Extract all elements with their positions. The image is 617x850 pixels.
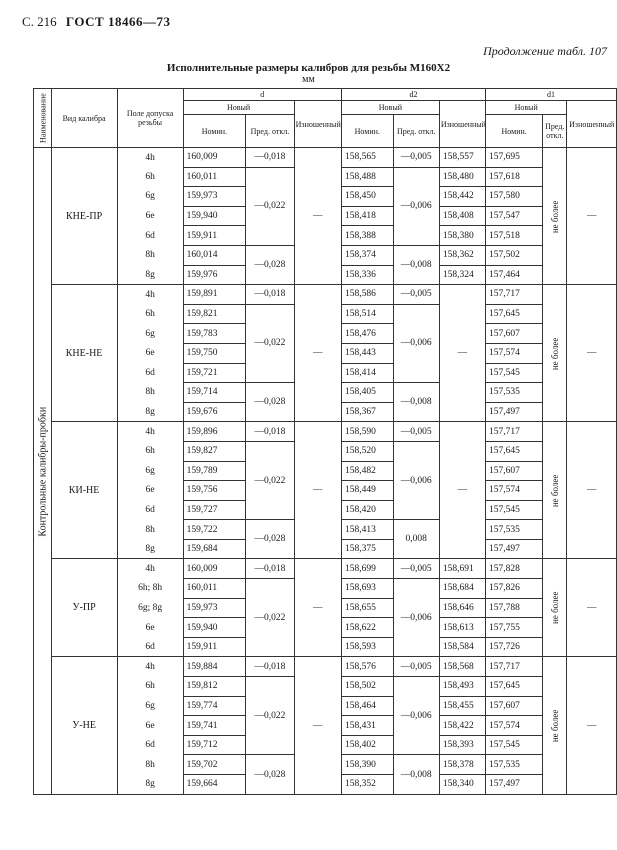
d2-nominal-cell: 158,374 [341,245,393,265]
tolerance-cell: 8h [117,755,183,775]
d-nominal-cell: 159,741 [183,716,246,736]
d1-nominal-cell: 157,497 [486,775,543,795]
d1-worn-cell: — [567,422,617,559]
d-nominal-cell: 159,684 [183,539,246,559]
standard-number: ГОСТ 18466—73 [65,14,171,29]
gauge-type-cell: КИ-НЕ [51,422,117,559]
d2-nominal-cell: 158,593 [341,637,393,657]
d1-nominal-cell: 157,574 [486,716,543,736]
d-nominal-cell: 160,009 [183,148,246,168]
d-deviation-cell: —0,018 [246,148,294,168]
d2-nominal-cell: 158,443 [341,343,393,363]
tolerance-cell: 6d [117,363,183,383]
d2-worn-cell: 158,691 [439,559,485,579]
table-continuation-label: Продолжение табл. 107 [483,44,607,58]
tolerance-cell: 4h [117,657,183,677]
d2-nominal-cell: 158,336 [341,265,393,285]
d-nominal-cell: 159,911 [183,637,246,657]
d1-nominal-cell: 157,726 [486,637,543,657]
d2-nominal-cell: 158,693 [341,579,393,599]
d-deviation-cell: —0,028 [246,520,294,559]
d1-nominal-cell: 157,788 [486,598,543,618]
tolerance-cell: 6e [117,618,183,638]
d2-worn-cell: 158,408 [439,206,485,226]
tolerance-cell: 6g; 8g [117,598,183,618]
d1-nominal-cell: 157,828 [486,559,543,579]
d-nominal-cell: 159,727 [183,500,246,520]
dimensions-table [33,88,617,795]
d2-deviation-cell: —0,006 [393,167,439,245]
header-d1-nominal: Номин. [486,115,543,148]
table-row [34,422,617,442]
header-d1: d1 [486,89,617,101]
d2-nominal-cell: 158,420 [341,500,393,520]
d1-nominal-cell: 157,755 [486,618,543,638]
gauge-type-cell: КНЕ-ПР [51,148,117,285]
d2-worn-cell: 158,455 [439,696,485,716]
d2-deviation-cell: —0,005 [393,422,439,442]
d2-nominal-cell: 158,367 [341,402,393,422]
d-worn-cell: — [294,285,341,422]
d1-deviation-cell: не более [543,422,567,559]
tolerance-cell: 8h [117,383,183,403]
d1-worn-cell: — [567,285,617,422]
d2-worn-cell: 158,568 [439,657,485,677]
d-nominal-cell: 159,774 [183,696,246,716]
page-header [22,14,170,30]
d1-nominal-cell: 157,518 [486,226,543,246]
tolerance-cell: 4h [117,422,183,442]
d2-worn-cell: 158,646 [439,598,485,618]
d2-worn-cell: 158,422 [439,716,485,736]
d-worn-cell: — [294,422,341,559]
d2-nominal-cell: 158,352 [341,775,393,795]
d-nominal-cell: 159,750 [183,343,246,363]
d1-nominal-cell: 157,580 [486,187,543,207]
header-d: d [183,89,341,101]
tolerance-cell: 6e [117,206,183,226]
tolerance-cell: 6h [117,441,183,461]
gauge-type-cell: КНЕ-НЕ [51,285,117,422]
header-d1-new: Новый [486,101,567,115]
d2-deviation-cell: —0,005 [393,148,439,168]
d2-deviation-cell: 0,008 [393,520,439,559]
d1-worn-cell: — [567,559,617,657]
d2-worn-cell: 158,613 [439,618,485,638]
d1-nominal-cell: 157,535 [486,383,543,403]
d2-worn-cell: 158,324 [439,265,485,285]
header-d2-nominal: Номин. [341,115,393,148]
d-deviation-cell: —0,018 [246,422,294,442]
d-nominal-cell: 159,664 [183,775,246,795]
d1-nominal-cell: 157,717 [486,285,543,305]
tolerance-cell: 4h [117,148,183,168]
d-nominal-cell: 160,011 [183,579,246,599]
d1-worn-cell: — [567,148,617,285]
tolerance-cell: 6e [117,343,183,363]
d2-nominal-cell: 158,450 [341,187,393,207]
d-deviation-cell: —0,022 [246,579,294,657]
d2-deviation-cell: —0,008 [393,383,439,422]
d-nominal-cell: 159,783 [183,324,246,344]
table-row [34,285,617,305]
d1-nominal-cell: 157,497 [486,402,543,422]
d2-nominal-cell: 158,449 [341,481,393,501]
unit-label: мм [302,74,315,85]
d1-nominal-cell: 157,535 [486,755,543,775]
d-deviation-cell: —0,028 [246,245,294,284]
d1-nominal-cell: 157,574 [486,481,543,501]
table-row [34,148,617,168]
d2-nominal-cell: 158,405 [341,383,393,403]
header-d-nominal: Номин. [183,115,246,148]
tolerance-cell: 8h [117,245,183,265]
header-gauge-type: Вид калибра [51,89,117,148]
d-nominal-cell: 159,676 [183,402,246,422]
d2-nominal-cell: 158,514 [341,304,393,324]
d-nominal-cell: 159,712 [183,735,246,755]
d-deviation-cell: —0,022 [246,677,294,755]
tolerance-cell: 6d [117,637,183,657]
d-nominal-cell: 159,973 [183,187,246,207]
d-worn-cell: — [294,559,341,657]
d2-nominal-cell: 158,576 [341,657,393,677]
d-nominal-cell: 159,789 [183,461,246,481]
d-nominal-cell: 160,014 [183,245,246,265]
d-nominal-cell: 159,722 [183,520,246,540]
d2-nominal-cell: 158,476 [341,324,393,344]
d1-nominal-cell: 157,497 [486,539,543,559]
d2-nominal-cell: 158,586 [341,285,393,305]
tolerance-cell: 6h [117,677,183,697]
d2-worn-cell: 158,340 [439,775,485,795]
header-tolerance: Поле допуска резьбы [117,89,183,148]
gauge-type-cell: У-НЕ [51,657,117,794]
d1-deviation-cell: не более [543,559,567,657]
d2-nominal-cell: 158,390 [341,755,393,775]
tolerance-cell: 6h; 8h [117,579,183,599]
tolerance-cell: 6g [117,324,183,344]
d-nominal-cell: 160,011 [183,167,246,187]
d-worn-cell: — [294,148,341,285]
d2-nominal-cell: 158,418 [341,206,393,226]
d-deviation-cell: —0,022 [246,167,294,245]
d2-worn-cell: — [439,285,485,422]
d1-nominal-cell: 157,574 [486,343,543,363]
d-nominal-cell: 159,896 [183,422,246,442]
d2-worn-cell: 158,378 [439,755,485,775]
tolerance-cell: 6h [117,167,183,187]
d2-deviation-cell: —0,005 [393,657,439,677]
tolerance-cell: 6g [117,696,183,716]
d-deviation-cell: —0,018 [246,559,294,579]
d2-worn-cell: 158,584 [439,637,485,657]
table-body [34,148,617,795]
d-nominal-cell: 159,756 [183,481,246,501]
d-nominal-cell: 159,721 [183,363,246,383]
d1-nominal-cell: 157,464 [486,265,543,285]
d2-deviation-cell: —0,006 [393,304,439,382]
page-number: С. 216 [22,14,57,29]
d2-nominal-cell: 158,414 [341,363,393,383]
header-d1-deviation: Пред. откл. [543,115,567,148]
d-nominal-cell: 159,911 [183,226,246,246]
header-d-new: Новый [183,101,294,115]
d-nominal-cell: 159,940 [183,206,246,226]
d1-nominal-cell: 157,645 [486,677,543,697]
d-deviation-cell: —0,028 [246,755,294,794]
d2-nominal-cell: 158,464 [341,696,393,716]
d1-deviation-cell: не более [543,285,567,422]
tolerance-cell: 6g [117,187,183,207]
d-nominal-cell: 159,940 [183,618,246,638]
d2-deviation-cell: —0,006 [393,677,439,755]
d-nominal-cell: 159,812 [183,677,246,697]
d2-nominal-cell: 158,502 [341,677,393,697]
tolerance-cell: 8g [117,265,183,285]
d2-nominal-cell: 158,375 [341,539,393,559]
d1-nominal-cell: 157,695 [486,148,543,168]
header-d2-deviation: Пред. откл. [393,115,439,148]
tolerance-cell: 6e [117,716,183,736]
table-title: Исполнительные размеры калибров для резьбы М160Х2 [166,62,451,74]
header-name: Наименование [34,89,52,148]
d2-deviation-cell: —0,005 [393,559,439,579]
d2-deviation-cell: —0,005 [393,285,439,305]
d1-nominal-cell: 157,535 [486,520,543,540]
d2-nominal-cell: 158,590 [341,422,393,442]
d2-nominal-cell: 158,488 [341,167,393,187]
tolerance-cell: 8h [117,520,183,540]
d1-nominal-cell: 157,607 [486,324,543,344]
d-deviation-cell: —0,028 [246,383,294,422]
d1-nominal-cell: 157,502 [486,245,543,265]
d1-nominal-cell: 157,717 [486,657,543,677]
d-deviation-cell: —0,018 [246,285,294,305]
d2-nominal-cell: 158,413 [341,520,393,540]
d2-nominal-cell: 158,655 [341,598,393,618]
tolerance-cell: 8g [117,402,183,422]
d2-worn-cell: 158,393 [439,735,485,755]
d2-worn-cell: 158,557 [439,148,485,168]
d2-worn-cell: 158,442 [439,187,485,207]
d1-nominal-cell: 157,826 [486,579,543,599]
d2-worn-cell: 158,480 [439,167,485,187]
d2-worn-cell: 158,362 [439,245,485,265]
d2-nominal-cell: 158,402 [341,735,393,755]
header-d-deviation: Пред. откл. [246,115,294,148]
d2-nominal-cell: 158,622 [341,618,393,638]
header-d1-worn: Изношенный [567,101,617,148]
header-d2-worn: Изношенный [439,101,485,148]
tolerance-cell: 4h [117,285,183,305]
d-nominal-cell: 159,821 [183,304,246,324]
tolerance-cell: 8g [117,775,183,795]
gauge-type-cell: У-ПР [51,559,117,657]
d-nominal-cell: 159,973 [183,598,246,618]
d1-nominal-cell: 157,717 [486,422,543,442]
d-deviation-cell: —0,018 [246,657,294,677]
d-nominal-cell: 159,884 [183,657,246,677]
table-row [34,657,617,677]
tolerance-cell: 6g [117,461,183,481]
d1-nominal-cell: 157,545 [486,363,543,383]
tolerance-cell: 6d [117,226,183,246]
d1-nominal-cell: 157,547 [486,206,543,226]
d1-nominal-cell: 157,645 [486,441,543,461]
d-nominal-cell: 160,009 [183,559,246,579]
d2-nominal-cell: 158,520 [341,441,393,461]
header-d2-new: Новый [341,101,439,115]
tolerance-cell: 4h [117,559,183,579]
d2-deviation-cell: —0,008 [393,245,439,284]
d-deviation-cell: —0,022 [246,304,294,382]
header-d-worn: Изношенный [294,101,341,148]
d2-nominal-cell: 158,482 [341,461,393,481]
d1-nominal-cell: 157,545 [486,735,543,755]
tolerance-cell: 6h [117,304,183,324]
tolerance-cell: 8g [117,539,183,559]
d-nominal-cell: 159,714 [183,383,246,403]
tolerance-cell: 6d [117,500,183,520]
header-d2: d2 [341,89,485,101]
d-nominal-cell: 159,827 [183,441,246,461]
d2-deviation-cell: —0,006 [393,579,439,657]
d-nominal-cell: 159,891 [183,285,246,305]
d2-worn-cell: 158,493 [439,677,485,697]
d-deviation-cell: —0,022 [246,441,294,519]
d1-deviation-cell: не более [543,148,567,285]
d1-nominal-cell: 157,618 [486,167,543,187]
d2-deviation-cell: —0,008 [393,755,439,794]
d2-nominal-cell: 158,565 [341,148,393,168]
d2-nominal-cell: 158,431 [341,716,393,736]
d2-worn-cell: — [439,422,485,559]
d1-nominal-cell: 157,607 [486,696,543,716]
d-nominal-cell: 159,702 [183,755,246,775]
d1-nominal-cell: 157,645 [486,304,543,324]
d2-worn-cell: 158,380 [439,226,485,246]
d1-deviation-cell: не более [543,657,567,794]
d1-worn-cell: — [567,657,617,794]
d-nominal-cell: 159,976 [183,265,246,285]
d1-nominal-cell: 157,545 [486,500,543,520]
d1-nominal-cell: 157,607 [486,461,543,481]
d2-worn-cell: 158,684 [439,579,485,599]
side-label: Контрольные калибры-пробки [34,148,52,795]
d2-nominal-cell: 158,699 [341,559,393,579]
tolerance-cell: 6d [117,735,183,755]
d-worn-cell: — [294,657,341,794]
d2-deviation-cell: —0,006 [393,441,439,519]
table-row [34,559,617,579]
d2-nominal-cell: 158,388 [341,226,393,246]
tolerance-cell: 6e [117,481,183,501]
